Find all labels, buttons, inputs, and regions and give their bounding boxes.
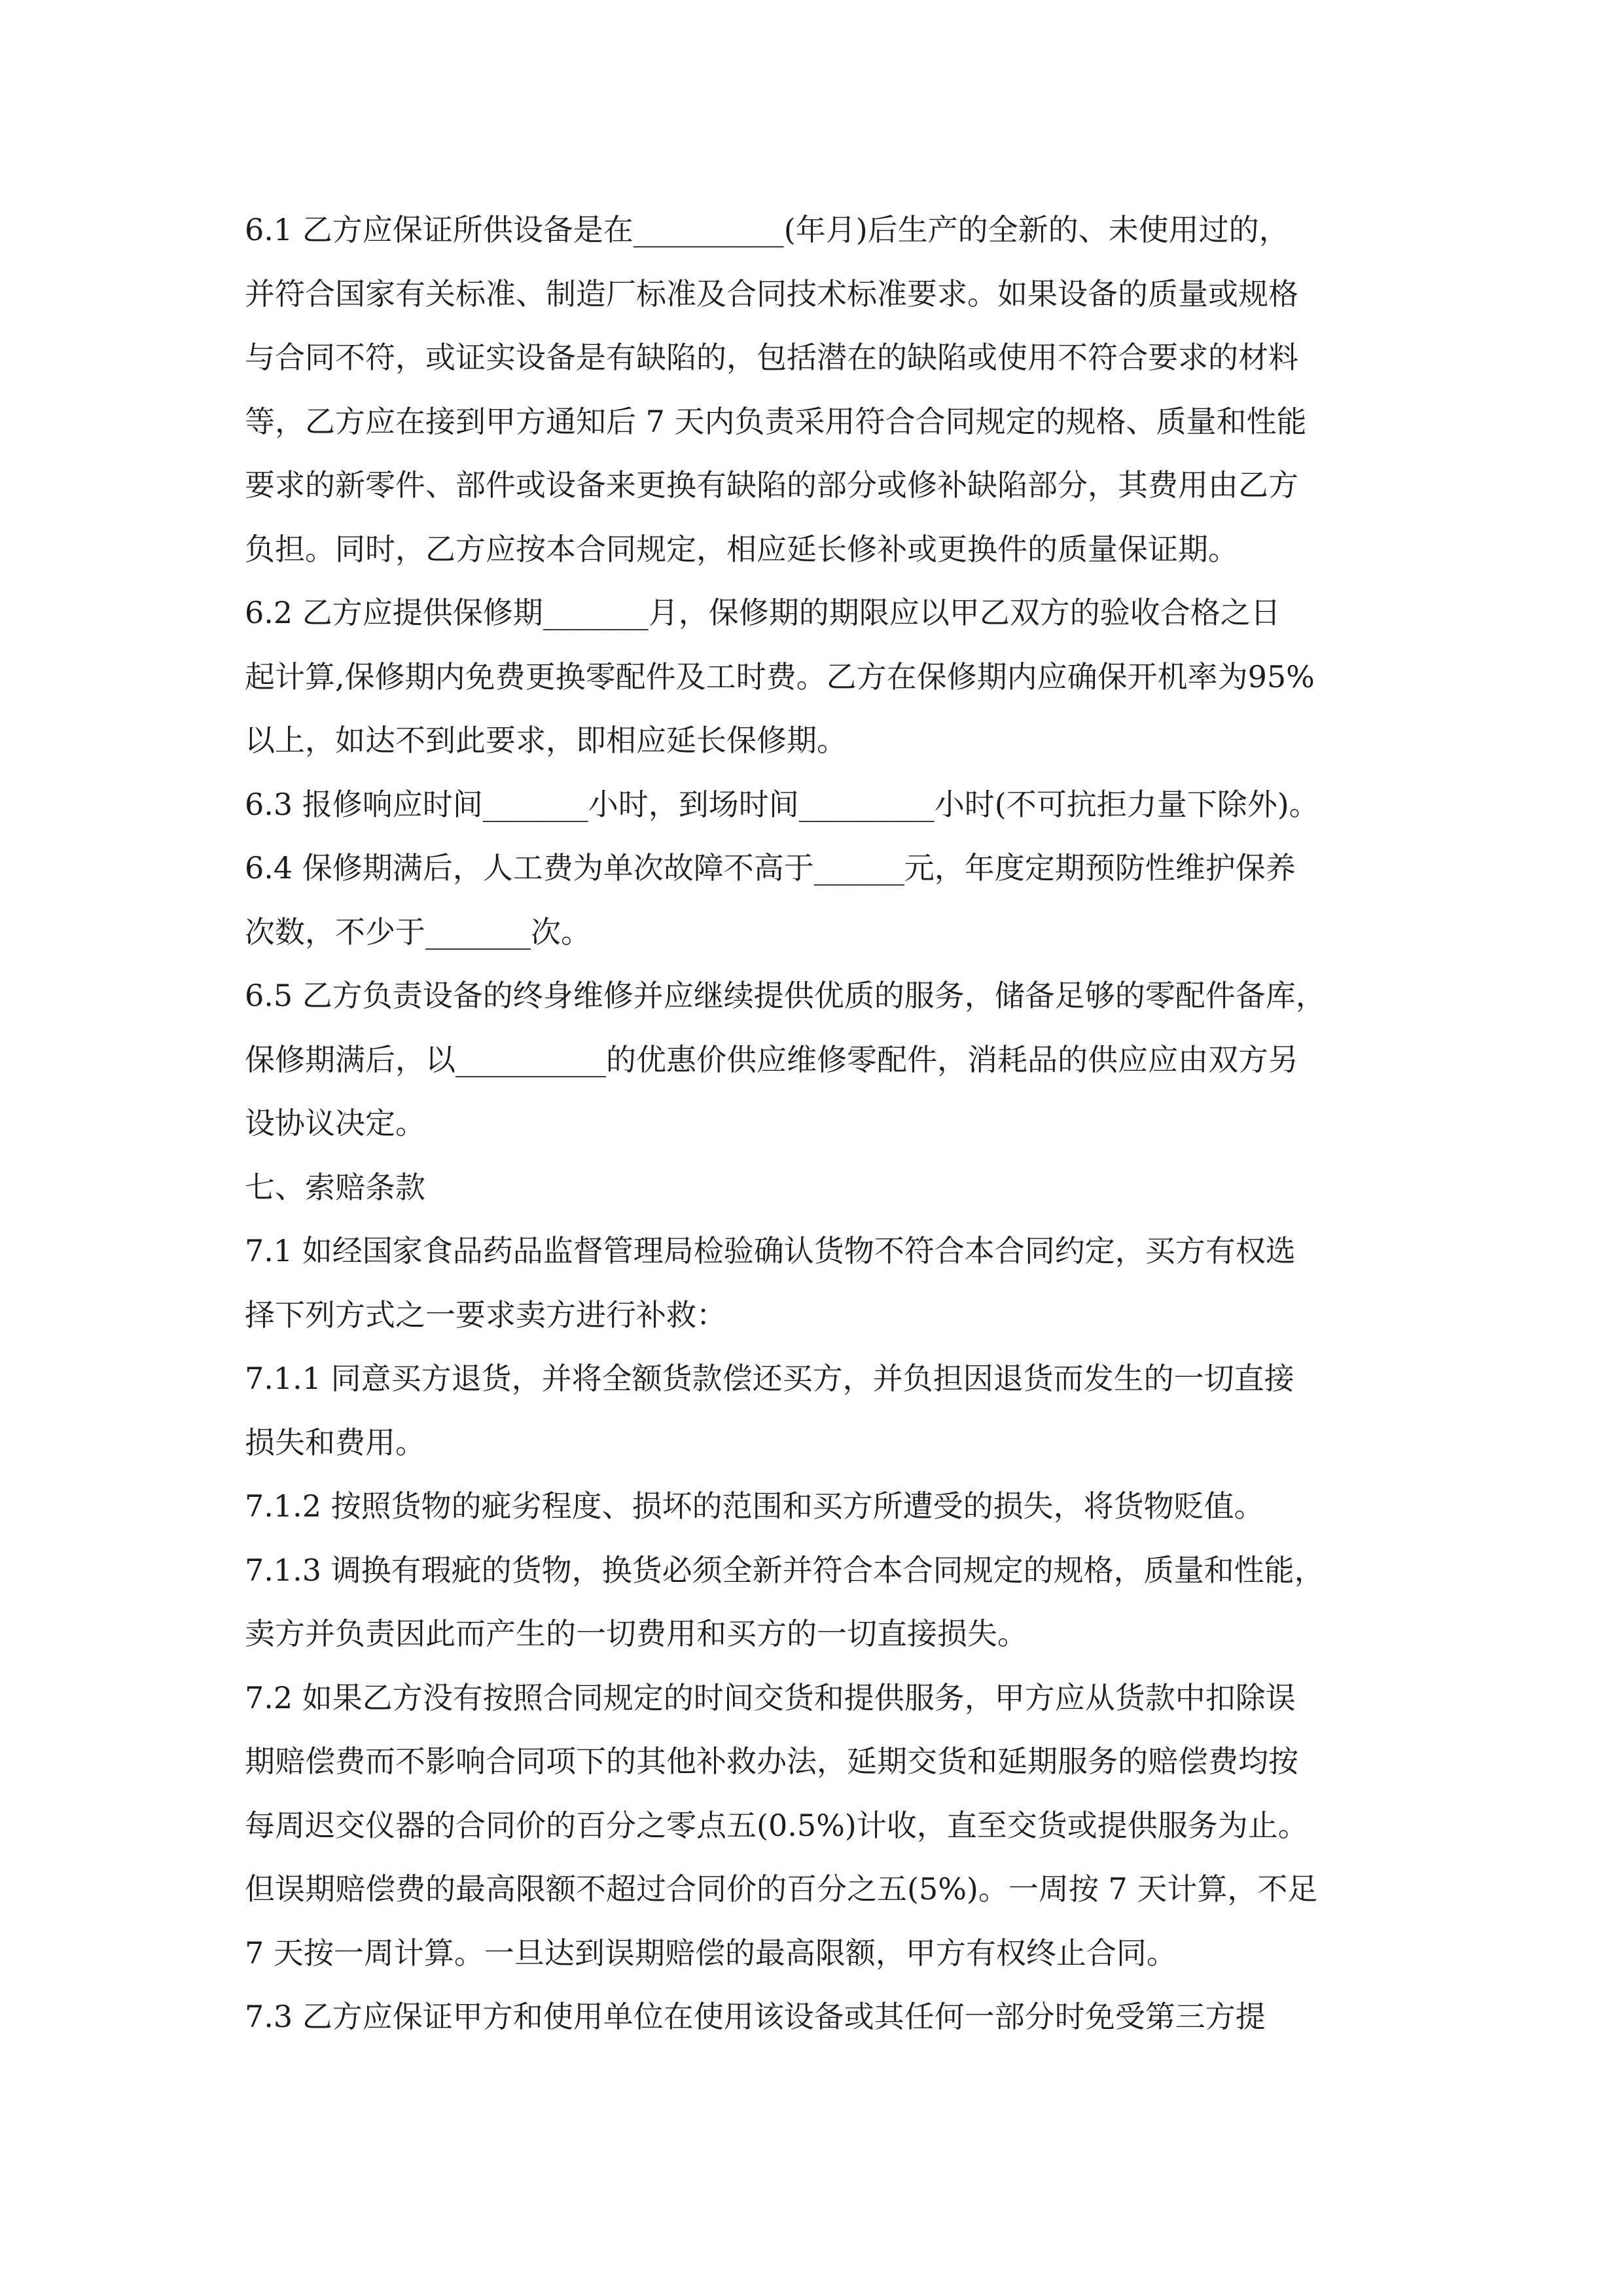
text-line: 起计算,保修期内免费更换零配件及工时费。乙方在保修期内应确保开机率为95% (245, 658, 1315, 694)
text-line: 6.5 乙方负责设备的终身维修并应继续提供优质的服务，储备足够的零配件备库， (245, 978, 1326, 1013)
text-line: 期赔偿费而不影响合同项下的其他补救办法，延期交货和延期服务的赔偿费均按 (245, 1744, 1298, 1779)
text-line: 每周迟交仪器的合同价的百分之零点五(0.5%)计收，直至交货或提供服务为止。 (245, 1807, 1308, 1843)
text-line: 6.1 乙方应保证所供设备是在__________(年月)后生产的全新的、未使用过的， (245, 212, 1289, 247)
text-line: 6.2 乙方应提供保修期_______月，保修期的期限应以甲乙双方的验收合格之日 (245, 595, 1281, 630)
text-line: 设协议决定。 (245, 1105, 425, 1141)
text-line: 次数，不少于_______次。 (245, 914, 591, 950)
text-line: 7 天按一周计算。一旦达到误期赔偿的最高限额，甲方有权终止合同。 (245, 1935, 1177, 1971)
text-line: 损失和费用。 (245, 1424, 425, 1460)
text-line: 并符合国家有关标准、制造厂标准及合同技术标准要求。如果设备的质量或规格 (245, 276, 1298, 312)
text-line: 以上，如达不到此要求，即相应延长保修期。 (245, 723, 847, 758)
text-line: 但误期赔偿费的最高限额不超过合同价的百分之五(5%)。一周按 7 天计算，不足 (245, 1871, 1318, 1907)
text-line: 6.3 报修响应时间_______小时，到场时间_________小时(不可抗拒力量下除外)。 (245, 786, 1319, 822)
text-line: 卖方并负责因此而产生的一切费用和买方的一切直接损失。 (245, 1616, 1027, 1651)
text-line: 7.1 如经国家食品药品监督管理局检验确认货物不符合本合同约定，买方有权选 (245, 1233, 1296, 1268)
text-line: 6.4 保修期满后，人工费为单次故障不高于______元，年度定期预防性维护保养 (245, 850, 1296, 886)
text-line: 7.1.2 按照货物的疵劣程度、损坏的范围和买方所遭受的损失，将货物贬值。 (245, 1488, 1264, 1524)
section-heading: 七、索赔条款 (245, 1169, 425, 1205)
text-line: 7.3 乙方应保证甲方和使用单位在使用该设备或其任何一部分时免受第三方提 (245, 1999, 1266, 2034)
text-line: 保修期满后，以__________的优惠价供应维修零配件，消耗品的供应应由双方另 (245, 1041, 1298, 1077)
text-line: 与合同不符，或证实设备是有缺陷的，包括潜在的缺陷或使用不符合要求的材料 (245, 340, 1298, 375)
text-line: 7.1.1 同意买方退货，并将全额货款偿还买方，并负担因退货而发生的一切直接 (245, 1361, 1294, 1396)
text-line: 要求的新零件、部件或设备来更换有缺陷的部分或修补缺陷部分，其费用由乙方 (245, 467, 1298, 503)
text-line: 择下列方式之一要求卖方进行补救： (245, 1297, 726, 1333)
text-line: 负担。同时，乙方应按本合同规定，相应延长修补或更换件的质量保证期。 (245, 531, 1238, 567)
text-line: 等，乙方应在接到甲方通知后 7 天内负责采用符合合同规定的规格、质量和性能 (245, 403, 1307, 439)
text-line: 7.2 如果乙方没有按照合同规定的时间交货和提供服务，甲方应从货款中扣除误 (245, 1679, 1296, 1715)
text-line: 7.1.3 调换有瑕疵的货物，换货必须全新并符合本合同规定的规格，质量和性能， (245, 1552, 1325, 1588)
contract-text (245, 198, 1383, 2049)
